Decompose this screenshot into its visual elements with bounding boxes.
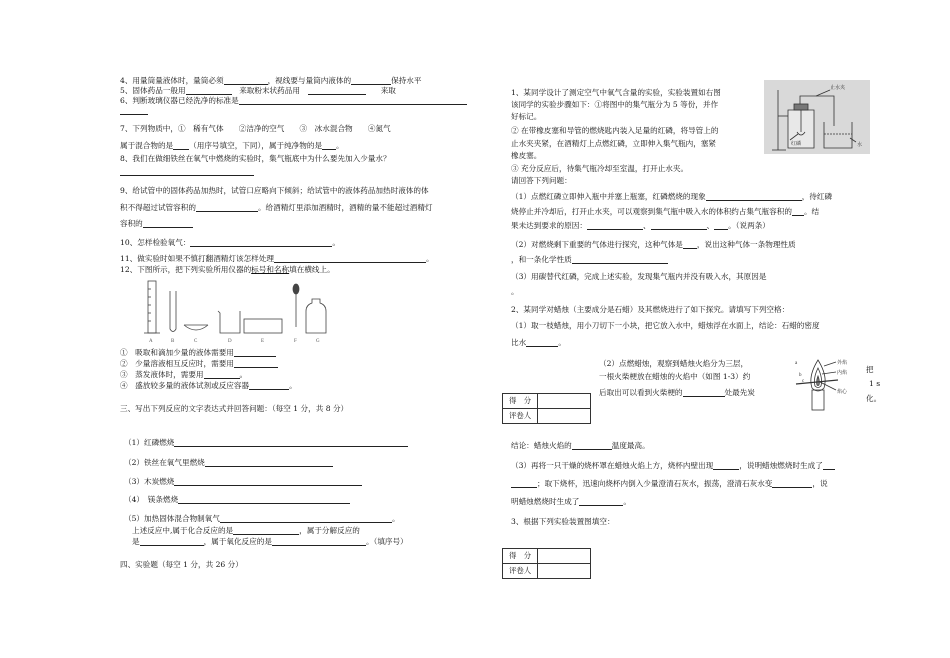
label-water: 水 (857, 143, 863, 148)
sub-question-1: ① 吸取和滴加少量的液体需要用 (120, 348, 276, 357)
question-11: 11、做实验时如果不慎打翻酒精灯该怎样处理 。 (120, 254, 434, 263)
fig-label-a: A (149, 339, 153, 344)
sub-question-2: ② 少量溶液相互反应时，需要用 (120, 359, 278, 368)
oxygen-apparatus-figure (764, 80, 870, 154)
label-c: c (802, 379, 805, 384)
label-red-phosphorus: 红磷 (791, 142, 802, 147)
candle-1: （1）取一枝蜡烛，用小刀切下一小块，把它放入水中，蜡烛浮在水面上，结论：石蜡的密度 (511, 321, 820, 330)
question-8: 8、我们在做细铁丝在氧气中燃烧的实验时，集气瓶底中为什么要先加入少量水？ (120, 154, 391, 163)
answer-2-2: ，和一条化学性质 (511, 255, 668, 264)
fig-label-c: C (194, 339, 198, 344)
question-4: 4、用量筒量液体时，量筒必须 ，视线要与量筒内液体的 保持水平 (120, 76, 422, 85)
problem-3: 3、根据下列实验装置图填空： (511, 517, 615, 526)
answer-1-1: （1）点燃红磷立即伸入瓶中并塞上瓶塞，红磷燃烧的现象 ，待红磷 (511, 192, 833, 201)
problem-1: 1、某同学设计了测定空气中氧气含量的实验，实验装置如右图 (511, 88, 721, 97)
candle-conclusion: 结论：蜡烛火焰的 温度最高。 (511, 441, 650, 450)
question-9-c: 容积的 (120, 219, 193, 228)
candle-2: （2）点燃蜡烛，观察到蜡烛火焰分为三层， (599, 359, 749, 368)
score-cell[interactable] (538, 394, 591, 409)
question-5: 5、固体药品一般用 来取粉末状药品用 来取 (120, 86, 396, 95)
score-box-2 (502, 548, 591, 579)
score-box-1 (502, 393, 591, 424)
question-12: 12、下图所示，把下列实验所用仪器的标号和名称填在横线上。 (120, 265, 335, 274)
label-b: b (799, 373, 802, 378)
grader-cell[interactable] (538, 409, 591, 424)
question-7-answer: 属于混合物的是 （用序号填空，下同），属于纯净物的是 。 (120, 141, 344, 150)
score-label-2: 得 分 (503, 549, 538, 564)
question-6: 6、判断玻璃仪器已经洗净的标准是 (120, 96, 467, 105)
section-4-heading: 四、实验题（每空 1 分，共 26 分） (120, 560, 243, 569)
score-cell-2[interactable] (538, 549, 591, 564)
fig-label-g: G (316, 339, 320, 344)
answer-3-1: （3）用碳替代红磷，完成上述实验，发现集气瓶内并没有吸入水，其原因是 (511, 272, 767, 281)
lab-instruments-figure (140, 277, 340, 345)
fig-label-d: D (228, 339, 232, 344)
reaction-classify-2: 是 ，属于氧化反应的是 。（填序号） (132, 537, 408, 546)
label-a: a (795, 361, 798, 366)
candle-flame-figure (790, 356, 864, 412)
answer-1-2: 烧停止并冷却后，打开止水夹，可以观察到集气瓶中吸入水的体积约占集气瓶容积的 。结 (511, 207, 820, 216)
label-flame-core: 焰心 (837, 390, 848, 395)
question-9-b: 积不得超过试管容积的 。给酒精灯里添加酒精时，酒精的量不能超过酒精灯 (120, 203, 433, 212)
answer-1-3: 果未达到要求的原因： 、 、 。（说两条） (511, 221, 770, 230)
reaction-5: （5）加热固体混合物制氧气 。 (124, 514, 400, 523)
candle-3: （3）再将一只干燥的烧杯罩在蜡烛火焰上方，烧杯内壁出现 ，说明蜡烛燃烧时生成了 (511, 461, 835, 470)
reaction-2: （2）铁丝在氧气里燃烧 (124, 458, 333, 467)
answer-2-1: （2）对燃烧剩下重要的气体进行探究，这种气体是 ，说出这种气体一条物理性质 (511, 240, 796, 249)
reaction-1: （1）红磷燃烧 (124, 438, 408, 447)
label-stopcock: 止水夹 (830, 86, 846, 91)
sub-question-4: ④ 盛放较多量的液体试剂或反应容器 。 (120, 381, 297, 390)
question-9: 9、给试管中的固体药品加热时，试管口应略向下倾斜；给试管中的液体药品加热时液体的体 (120, 186, 429, 195)
sub-question-3: ③ 蒸发液体时，需要用 。 (120, 370, 248, 379)
label-inner-flame: 内焰 (837, 371, 848, 376)
question-7: 7、下列物质中，① 稀有气体 ②洁净的空气 ③ 冰水混合物 ④氮气 (120, 124, 391, 133)
section-3-heading: 三、写出下列反应的文字表达式并回答问题：（每空 1 分，共 8 分） (120, 404, 349, 413)
fig-label-e: E (261, 339, 265, 344)
fig-label-f: F (294, 339, 297, 344)
grader-label-2: 评卷人 (503, 564, 538, 579)
label-outer-flame: 外焰 (837, 361, 848, 366)
grader-cell-2[interactable] (538, 564, 591, 579)
reaction-3: （3）木炭燃烧 (124, 477, 362, 486)
fig-label-b: B (171, 339, 175, 344)
reaction-classify-1: 上述反应中,属于化合反应的是 ，属于分解反应的 (132, 526, 360, 535)
grader-label: 评卷人 (503, 409, 538, 424)
problem-2: 2、某同学对蜡烛（主要成分是石蜡）及其燃烧进行了如下探究。请填写下列空格： (511, 305, 790, 314)
question-10: 10、怎样检验氧气： 。 (120, 238, 341, 247)
score-label: 得 分 (503, 394, 538, 409)
reaction-4: （4） 镁条燃烧 (124, 495, 350, 504)
